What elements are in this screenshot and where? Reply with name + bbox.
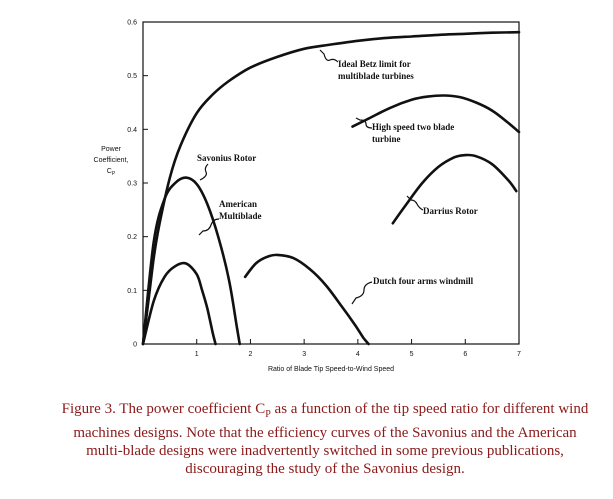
american-multiblade-label: Multiblade (219, 211, 262, 221)
y-axis-ticks (127, 20, 148, 349)
savonius-rotor-label: Savonius Rotor (197, 153, 257, 163)
y-tick-label: 0.5 (127, 73, 137, 81)
y-axis-label-line: Coefficient, (93, 157, 129, 164)
betz-limit-label: Ideal Betz limit for (338, 59, 411, 69)
savonius-rotor-leader (200, 164, 208, 180)
dutch-windmill-label: Dutch four arms windmill (373, 276, 474, 286)
x-axis-ticks (143, 339, 521, 358)
betz-limit-label: multiblade turbines (338, 71, 414, 81)
darrius-rotor-leader (407, 196, 423, 210)
curve-labels-layer (197, 50, 478, 304)
figure-caption: Figure 3. The power coefficient $C_P$ as a function of the tip speed ratio for different wind machines designs. Note that the efficiency curves of the Savonius and the American multi-blade designs were inadvertently switched in some previous publications, discouraging the study of the Savonius design. (61, 401, 589, 477)
y-axis-label (94, 146, 129, 177)
y-tick-label: 0 (133, 341, 137, 349)
x-tick-label: 6 (463, 351, 468, 358)
dutch-windmill-leader (352, 282, 372, 304)
y-tick-label: 0.4 (127, 126, 137, 134)
y-axis-label-line: Power (101, 146, 121, 153)
x-axis-label: Ratio of Blade Tip Speed-to-Wind Speed (267, 366, 395, 373)
plot-border (143, 22, 519, 344)
caption-subscript: P (265, 409, 271, 420)
plot-frame (143, 22, 519, 344)
american-multiblade-label: American (219, 199, 257, 209)
dutch-windmill-curve (245, 255, 369, 344)
x-tick-label: 1 (194, 351, 199, 358)
curves-layer (143, 32, 519, 344)
y-tick-label: 0.6 (127, 19, 137, 27)
y-tick-label: 0.2 (127, 234, 137, 242)
y-axis-label-line: $C_P$ (106, 168, 116, 177)
x-tick-label: 7 (517, 351, 521, 358)
x-tick-label: 2 (248, 351, 253, 358)
x-tick-label: 4 (355, 351, 360, 358)
x-tick-label: 3 (302, 351, 307, 358)
darrius-rotor-label: Darrius Rotor (423, 206, 478, 216)
american-multiblade-curve (143, 263, 216, 344)
betz-limit-leader (320, 50, 338, 62)
y-tick-label: 0.1 (127, 287, 137, 295)
high-speed-two-blade-label: turbine (372, 134, 401, 144)
high-speed-two-blade-label: High speed two blade (372, 122, 455, 132)
x-tick-label: 5 (409, 351, 414, 358)
y-tick-label: 0.3 (127, 180, 137, 188)
